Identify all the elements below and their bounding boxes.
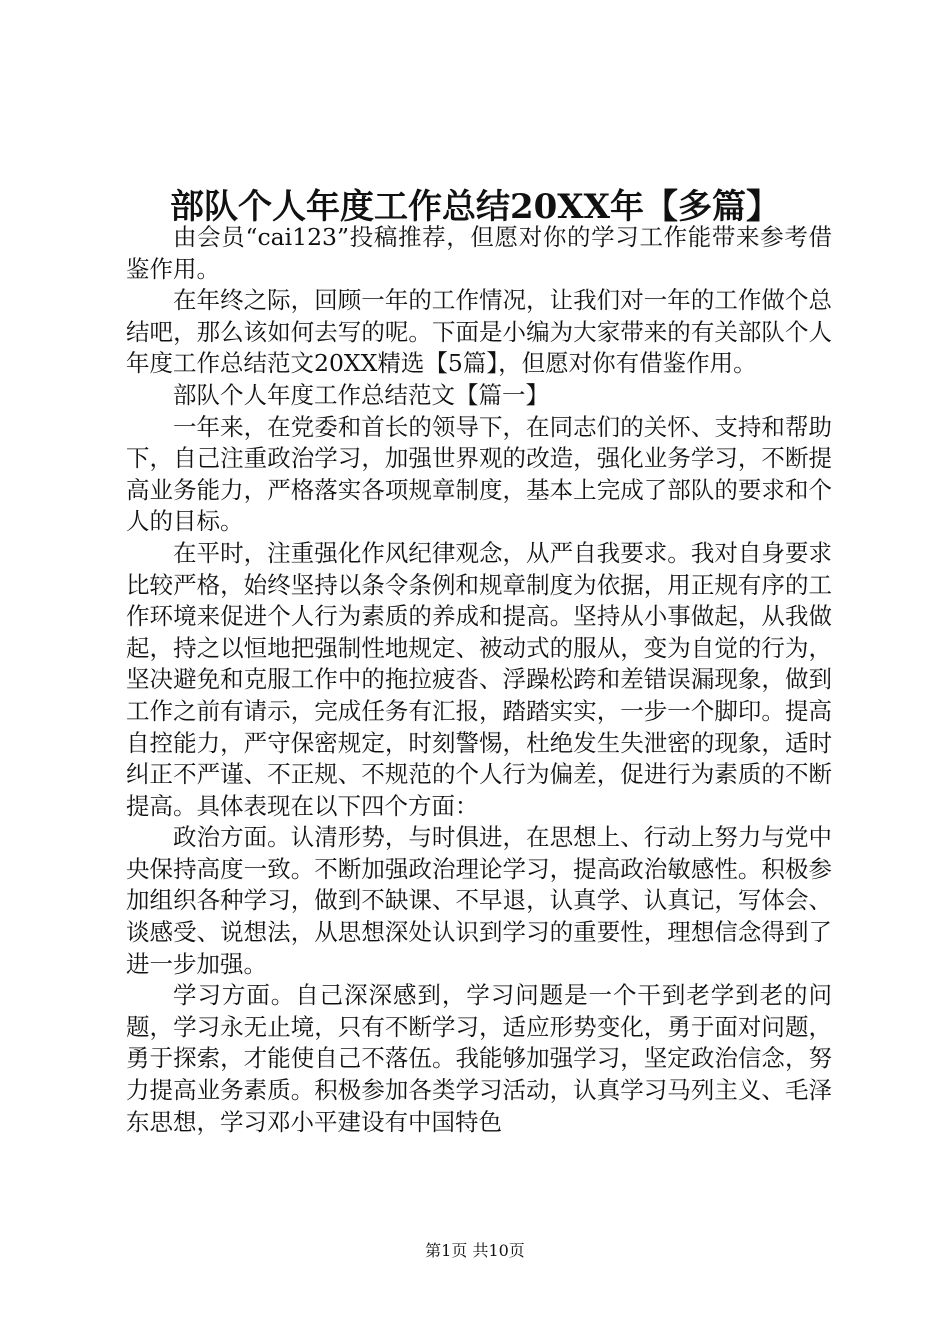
section-heading: 部队个人年度工作总结范文【篇一】 [173, 380, 549, 409]
page-footer: 第1页 共10页 [425, 1241, 525, 1260]
document-title: 部队个人年度工作总结20XX年【多篇】 [169, 187, 781, 227]
paragraph-intro: 由会员“cai123”投稿推荐，但愿对你的学习工作能带来参考借鉴作用。 [126, 223, 832, 283]
document-body [126, 222, 832, 1138]
paragraph-study: 学习方面。自己深深感到，学习问题是一个干到老学到老的问题，学习永无止境，只有不断学习，适应形势变化，勇于面对问题，勇于探索，才能使自己不落伍。我能够加强学习，坚定政治信念，努力提高业务素质。积极参加各类学习活动，认真学习马列主义、毛泽东思想，学习邓小平建设有中国特色 [126, 981, 832, 1136]
paragraph-preface: 在年终之际，回顾一年的工作情况，让我们对一年的工作做个总结吧，那么该如何去写的呢。下面是小编为大家带来的有关部队个人年度工作总结范文20XX精选【5篇】，但愿对你有借鉴作用。 [126, 286, 832, 378]
paragraph-politics: 政治方面。认清形势，与时俱进，在思想上、行动上努力与党中央保持高度一致。不断加强政治理论学习，提高政治敏感性。积极参加组织各种学习，做到不缺课、不早退，认真学、认真记，写体会、谈感受、说想法，从思想深处认识到学习的重要性，理想信念得到了进一步加强。 [126, 823, 832, 978]
paragraph-discipline: 在平时，注重强化作风纪律观念，从严自我要求。我对自身要求比较严格，始终坚持以条令条例和规章制度为依据，用正规有序的工作环境来促进个人行为素质的养成和提高。坚持从小事做起，从我做起，持之以恒地把强制性地规定、被动式的服从，变为自觉的行为，坚决避免和克服工作中的拖拉疲沓、浮躁松跨和差错误漏现象，做到工作之前有请示，完成任务有汇报，踏踏实实，一步一个脚印。提高自控能力，严守保密规定，时刻警惕，杜绝发生失泄密的现象，适时纠正不严谨、不正规、不规范的个人行为偏差，促进行为素质的不断提高。具体表现在以下四个方面： [126, 538, 832, 820]
paragraph-overview: 一年来，在党委和首长的领导下，在同志们的关怀、支持和帮助下，自己注重政治学习，加强世界观的改造，强化业务学习，不断提高业务能力，严格落实各项规章制度，基本上完成了部队的要求和个人的目标。 [126, 412, 832, 536]
